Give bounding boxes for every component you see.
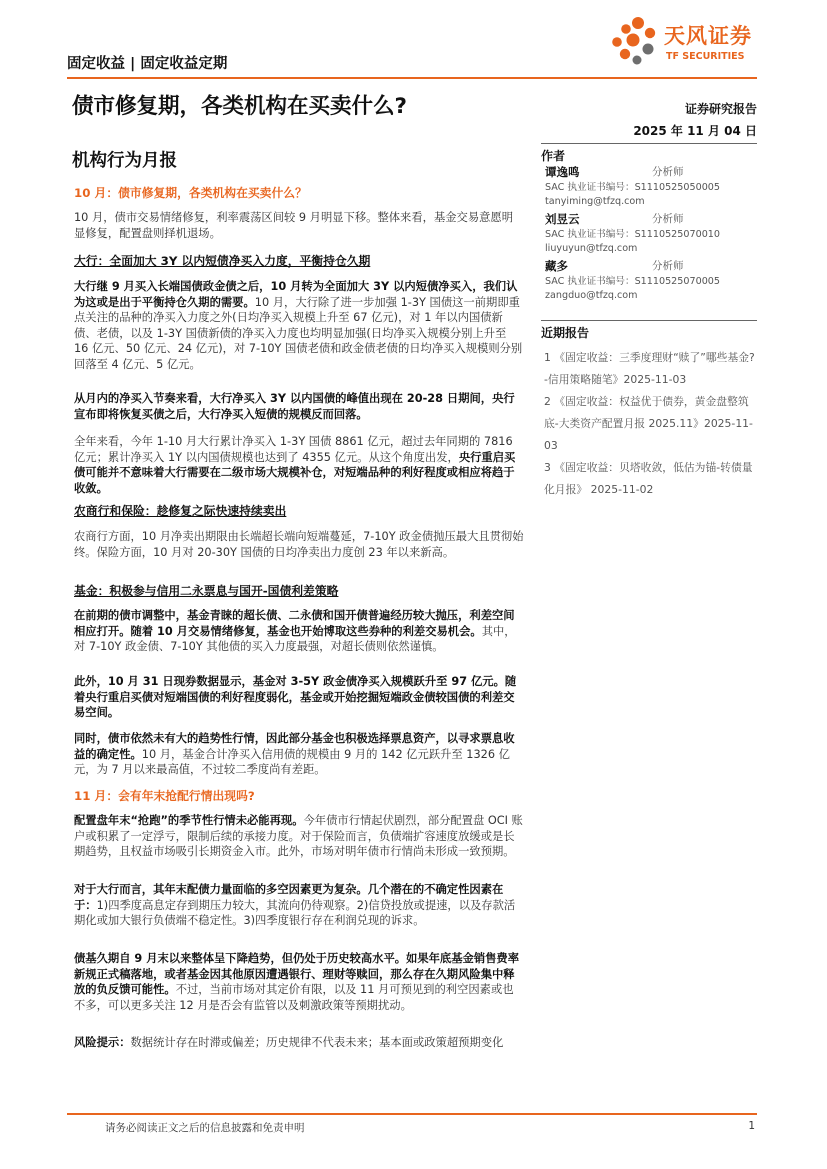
paragraph-november-2 [74, 882, 524, 929]
fund-p1-lead: 在前期的债市调整中，基金青睐的超长债、二永债和国开债普遍经历较大抛压，利差空间相应打开。随着 10 月交易情绪修复，基金也开始博取这些券种的利差交易机会。 [74, 609, 515, 638]
recent-report-item[interactable]: 2 《固定收益：权益优于债券，黄金盘整筑底-大类资产配置月报 2025.11》2025-11-03 [544, 395, 753, 452]
fund-p1-body: 其中，对 7-10Y 政金债、7-10Y 其他债的买入力度最强，对超长债则依然谨慎。 [74, 624, 516, 653]
risk-warning [74, 1035, 524, 1051]
paragraph-rural-insurance: 农商行方面，10 月净卖出期限由长端超长端向短端蔓延，7-10Y 政金债抛压最大且贯彻始终。保险方面，10 月对 20-30Y 国债的日均净卖出力度创 23 年以来新高。 [74, 530, 524, 559]
section-title-november: 11 月：会有年末抢配行情出现吗? [74, 789, 255, 803]
nov-p2-lead: 对于大行而言，其年末配债力量面临的多空因素更为复杂。几个潜在的不确定性因素在于： [74, 883, 504, 912]
author-cert: SAC 执业证书编号：S1110525050005 [545, 182, 721, 193]
page-title: 债市修复期，各类机构在买卖什么? [72, 94, 407, 119]
page-number: 1 [748, 1120, 755, 1132]
author-email[interactable]: zangduo@tfzq.com [545, 289, 638, 301]
risk-text: 数据统计存在时滞或偏差；历史规律不代表未来；基本面或政策超预期变化 [130, 1036, 504, 1049]
footer-divider [67, 1113, 757, 1115]
footer-disclaimer: 请务必阅读正文之后的信息披露和免责申明 [105, 1122, 305, 1134]
brand-logo [608, 14, 768, 74]
author-role: 分析师 [652, 166, 684, 178]
heading-funds: 基金：积极参与信用二永票息与国开-国债利差策略 [74, 584, 339, 598]
header-divider [67, 77, 757, 79]
nov-p3-lead: 债基久期自 9 月末以来整体呈下降趋势，但仍处于历史较高水平。如果年底基金销售费率新规正式稿落地，或者基金因其他原因遭遇银行、理财等赎回，那么存在久期风险集中释放的负反馈可能性。 [74, 952, 520, 996]
report-type: 证券研究报告 [684, 102, 757, 116]
paragraph-november-3 [74, 951, 524, 1013]
paragraph-big-banks-2: 从月内的净买入节奏来看，大行净买入 3Y 以内国债的峰值出现在 20-28 日期间，央行宣布即将恢复买债之后，大行净买入短债的规模反而回落。 [74, 392, 515, 421]
author-card [545, 260, 757, 302]
paragraph-november-1 [74, 813, 524, 860]
report-subtitle: 机构行为月报 [72, 151, 177, 171]
nov-p2-body: 1)四季度高息定存到期压力较大，其流向仍待观察。2)信贷投放或提速，以及存款活期化或加大银行负债端不稳定性。3)四季度银行存在利润兑现的诉求。 [74, 898, 516, 927]
october-intro: 10 月，债市交易情绪修复，利率震荡区间较 9 月明显下移。整体来看，基金交易意愿明显修复，配置盘则择机退场。 [74, 211, 514, 240]
recent-report-item[interactable]: 3 《固定收益：贝塔收敛，低估为锚-转债量化月报》 2025-11-02 [544, 461, 753, 496]
section-title-october: 10 月：债市修复期，各类机构在买卖什么？ [74, 186, 307, 200]
paragraph-big-banks-3 [74, 434, 524, 496]
risk-label: 风险提示： [74, 1036, 131, 1049]
author-role: 分析师 [652, 213, 684, 225]
recent-report-item[interactable]: 1 《固定收益：三季度理财“赎了”哪些基金?-信用策略随笔》2025-11-03 [544, 351, 755, 386]
bank-p3-lead: 央行重启买债可能并不意味着大行需要在二级市场大规模补仓，对短端品种的利好程度或相应将趋于收敛。 [74, 450, 516, 495]
author-email[interactable]: tanyiming@tfzq.com [545, 195, 645, 207]
bank-p3-body: 全年来看，今年 1-10 月大行累计净买入 1-3Y 国债 8861 亿元，超过去年同期的 7816 亿元；累计净买入 1Y 以内国债规模也达到了 4355 亿元。从这个角度出发， [74, 435, 513, 464]
paragraph-big-banks-1 [74, 279, 524, 372]
recent-reports-list [544, 347, 757, 501]
nov-p3-body: 不过，当前市场对其定价有限，以及 11 月可预见到的利空因素或也不多，可以更多关注 12 月是否会有监管以及刺激政策等预期扰动。 [74, 983, 514, 1012]
bank-p1-body: 10 月，大行除了进一步加强 1-3Y 国债这一前期即重点关注的品种的净买入力度之外(日均净买入规模上升至 67 亿元)，对 1 年以内国债新债、老债，以及 1-3Y 国债新债的净买入力度也均明显加强(日均净买入规模分别上升至 16 亿元、50 亿元、24 亿元)，对 7-10Y 国债老债和政金债老债的日均净买入规模则分别回落至 4 亿元、5 亿元。 [74, 295, 523, 371]
author-role: 分析师 [652, 260, 684, 272]
bank-p1-lead: 大行继 9 月买入长端国债政金债之后，10 月转为全面加大 3Y 以内短债净买入，我们认为这或是出于平衡持仓久期的需要。 [74, 280, 518, 309]
brand-name-cn: 天风证券 [664, 24, 752, 48]
heading-rural-insurance: 农商行和保险：趁修复之际快速持续卖出 [74, 504, 287, 518]
fund-p3-body: 10 月，基金合计净买入信用债的规模由 9 月的 142 亿元跃升至 1326 亿元，为 7 月以来最高值，不过较二季度尚有差距。 [74, 747, 510, 776]
logo-mark-icon [608, 16, 660, 68]
report-category: 固定收益 | 固定收益定期 [67, 56, 228, 72]
report-date: 2025 年 11 月 04 日 [633, 124, 757, 138]
author-card [545, 166, 757, 208]
recent-reports-title: 近期报告 [541, 320, 757, 341]
paragraph-funds-1 [74, 608, 524, 655]
heading-big-banks: 大行：全面加大 3Y 以内短债净买入力度，平衡持仓久期 [74, 254, 371, 268]
main-content [74, 186, 524, 1066]
authors-title: 作者 [541, 143, 757, 164]
brand-name-en: TF SECURITIES [666, 51, 745, 62]
author-cert: SAC 执业证书编号：S1110525070005 [545, 276, 721, 287]
author-email[interactable]: liuyuyun@tfzq.com [545, 242, 638, 254]
author-name: 谭逸鸣 [545, 165, 580, 179]
author-cert: SAC 执业证书编号：S1110525070010 [545, 229, 721, 240]
paragraph-funds-2: 此外，10 月 31 日现券数据显示，基金对 3-5Y 政金债净买入规模跃升至 97 亿元。随着央行重启买债对短端国债的利好程度弱化，基金或开始挖掘短端政金债较国债的利差交易空间。 [74, 675, 517, 719]
nov-p1-lead: 配置盘年末“抢跑”的季节性行情未必能再现。 [74, 814, 304, 827]
author-name: 藏多 [545, 259, 568, 273]
author-name: 刘昱云 [545, 212, 580, 226]
fund-p3-lead: 同时，债市依然未有大的趋势性行情，因此部分基金也积极选择票息资产，以寻求票息收益的确定性。 [74, 732, 515, 761]
nov-p1-body: 今年债市行情起伏剧烈，部分配置盘 OCI 账户或积累了一定浮亏，限制后续的承接力度。对于保险而言，负债端扩容速度放缓或是长期趋势，且权益市场吸引长期资金入市。此外，市场对明年债市行情尚未形成一致预期。 [74, 814, 523, 858]
author-card [545, 213, 757, 255]
paragraph-funds-3 [74, 731, 524, 778]
